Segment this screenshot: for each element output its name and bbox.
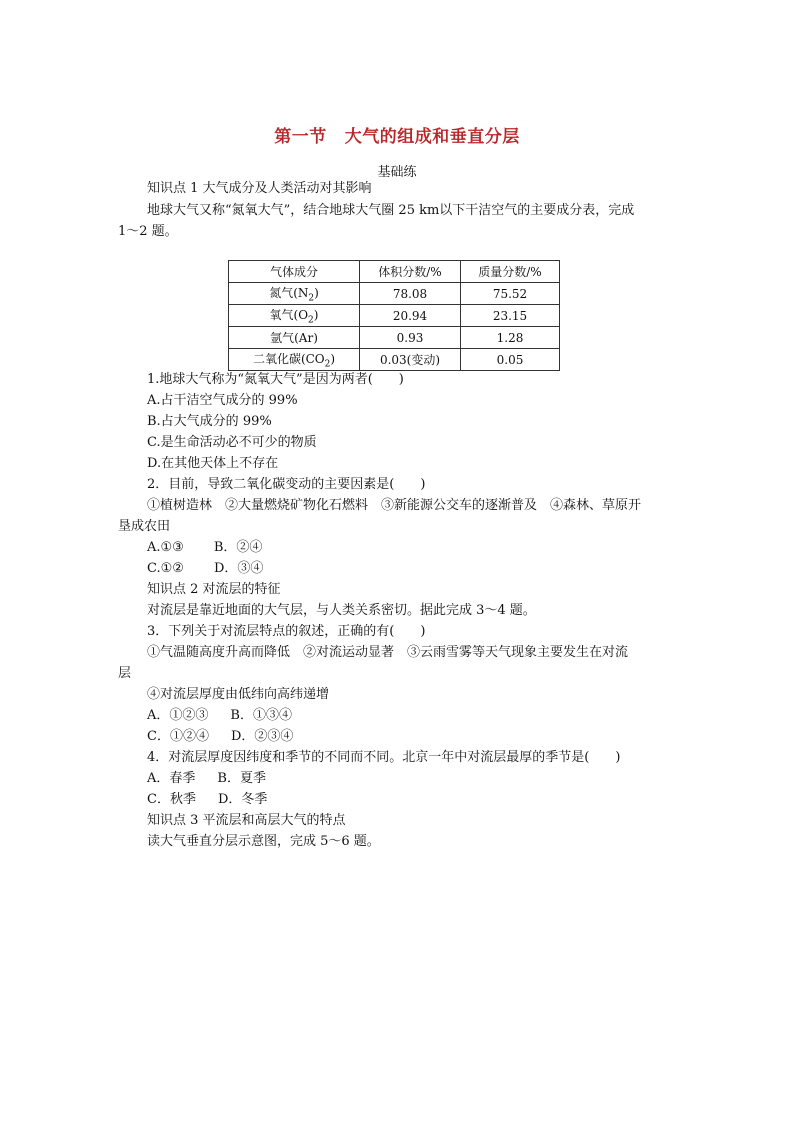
table-header: 气体成分 (229, 261, 360, 283)
gas-name-cell: 氮气$(N_2)$ (229, 283, 360, 305)
question-3-items-line1: ①气温随高度升高而降低 ②对流运动显著 ③云雨雪雾等天气现象主要发生在对流 (147, 645, 629, 660)
question-1-option-d: D.在其他天体上不存在 (147, 456, 279, 471)
question-2-stem: 2．目前，导致二氧化碳变动的主要因素是( ) (147, 477, 426, 492)
question-3-items-line2: 层 (118, 666, 132, 681)
question-1-stem: 1.地球大气称为“氮氧大气”是因为两者( ) (147, 372, 404, 387)
question-4-option-b: B．夏季 (217, 771, 266, 786)
question-2-option-c: C.①② (147, 561, 184, 576)
question-2-options-cd (147, 561, 263, 577)
question-1-option-c: C.是生命活动必不可少的物质 (147, 435, 317, 450)
question-3-option-a: A．①②③ (147, 708, 209, 723)
title-topic: 大气的组成和垂直分层 (344, 127, 520, 147)
page-title (0, 122, 794, 147)
intro-2: 对流层是靠近地面的大气层，与人类关系密切。据此完成 3～4 题。 (147, 603, 536, 618)
question-2-items-line2: 垦成农田 (118, 519, 171, 534)
volume-cell: 0.03(变动) (360, 349, 461, 371)
gas-name-cell: 氩气(Ar) (229, 327, 360, 349)
question-1-option-b: B.占大气成分的 99% (147, 414, 272, 429)
intro-1-line2: 1～2 题。 (118, 224, 178, 239)
intro-3: 读大气垂直分层示意图，完成 5～6 题。 (147, 834, 380, 849)
volume-cell: 20.94 (360, 305, 461, 327)
question-4-options-cd (147, 792, 267, 808)
knowledge-point-1: 知识点 1 大气成分及人类活动对其影响 (147, 181, 372, 196)
table-row (229, 349, 560, 371)
gas-composition-table (228, 260, 560, 371)
question-3-option-c: C．①②④ (147, 729, 209, 744)
gas-name-cell: 氧气$(O_2)$ (229, 305, 360, 327)
question-2-option-a: A.①③ (147, 540, 184, 555)
title-section: 第一节 (274, 127, 327, 147)
gas-name-cell: 二氧化碳$(CO_2)$ (229, 349, 360, 371)
question-4-option-c: C．秋季 (147, 792, 196, 807)
table-header-row (229, 261, 560, 283)
table-row (229, 283, 560, 305)
question-2-options-ab (147, 540, 262, 556)
question-4-options-ab (147, 771, 266, 787)
question-3-options-cd (147, 729, 293, 745)
table-header: 质量分数/% (461, 261, 560, 283)
knowledge-point-3: 知识点 3 平流层和高层大气的特点 (147, 813, 346, 828)
question-2-option-b: B．②④ (213, 540, 263, 555)
table-row (229, 327, 560, 349)
question-3-option-d: D．②③④ (230, 729, 294, 744)
knowledge-point-2: 知识点 2 对流层的特征 (147, 582, 281, 597)
question-3-stem: 3．下列关于对流层特点的叙述，正确的有( ) (147, 624, 426, 639)
volume-cell: 78.08 (360, 283, 461, 305)
question-3-options-ab (147, 708, 292, 724)
section-subtitle: 基础练 (377, 165, 417, 180)
question-4-option-a: A．春季 (147, 771, 196, 786)
question-1-option-a: A.占干洁空气成分的 99% (147, 393, 298, 408)
question-3-items-line3: ④对流层厚度由低纬向高纬递增 (147, 687, 330, 702)
question-2-items-line1: ①植树造林 ②大量燃烧矿物化石燃料 ③新能源公交车的逐渐普及 ④森林、草原开 (147, 498, 642, 513)
mass-cell: 1.28 (461, 327, 560, 349)
question-3-option-b: B．①③④ (230, 708, 292, 723)
mass-cell: 23.15 (461, 305, 560, 327)
mass-cell: 0.05 (461, 349, 560, 371)
question-4-option-d: D．冬季 (217, 792, 268, 807)
mass-cell: 75.52 (461, 283, 560, 305)
question-4-stem: 4．对流层厚度因纬度和季节的不同而不同。北京一年中对流层最厚的季节是( ) (147, 750, 621, 765)
table-row (229, 305, 560, 327)
intro-1-line1: 地球大气又称“氮氧大气”，结合地球大气圈 25 km以下干洁空气的主要成分表，完成 (147, 203, 635, 218)
table-header: 体积分数/% (360, 261, 461, 283)
question-2-option-d: D．③④ (213, 561, 264, 576)
volume-cell: 0.93 (360, 327, 461, 349)
